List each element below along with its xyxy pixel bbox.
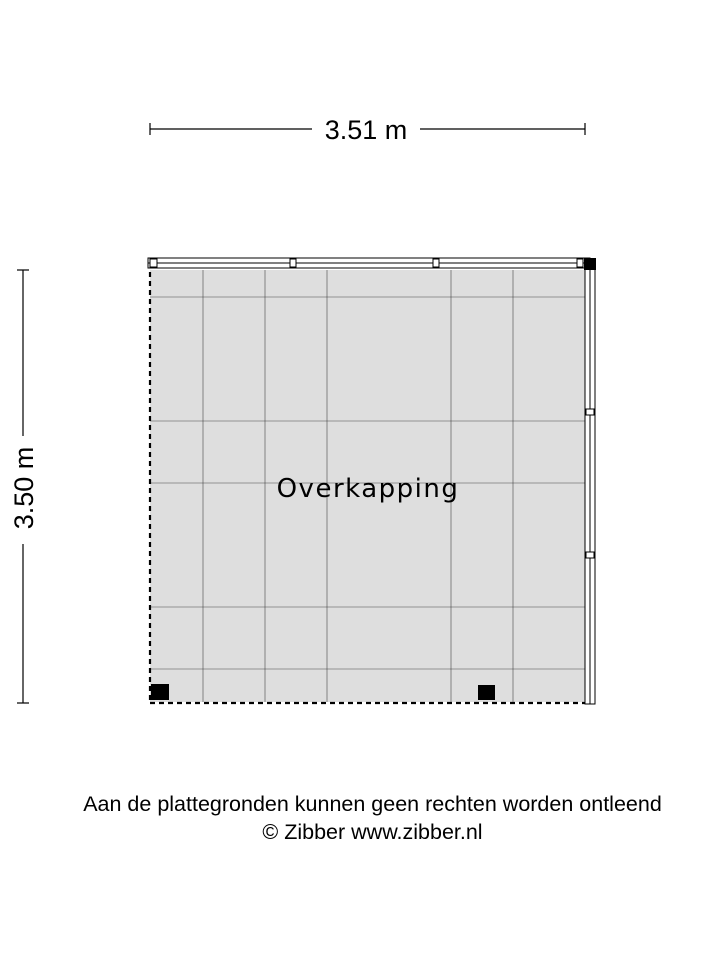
top-wall — [148, 258, 590, 268]
post-top-right — [584, 258, 596, 270]
disclaimer-text: Aan de plattegronden kunnen geen rechten worden ontleend — [83, 792, 662, 816]
depth-label: 3.50 m — [9, 446, 39, 530]
right-wall — [585, 268, 595, 704]
room-label: Overkapping — [276, 474, 460, 504]
width-label: 3.51 m — [324, 115, 408, 145]
post-bottom-middle — [478, 685, 495, 700]
footer — [0, 790, 720, 846]
copyright-text: © Zibber www.zibber.nl — [262, 820, 483, 844]
post-bottom-left — [151, 684, 169, 700]
